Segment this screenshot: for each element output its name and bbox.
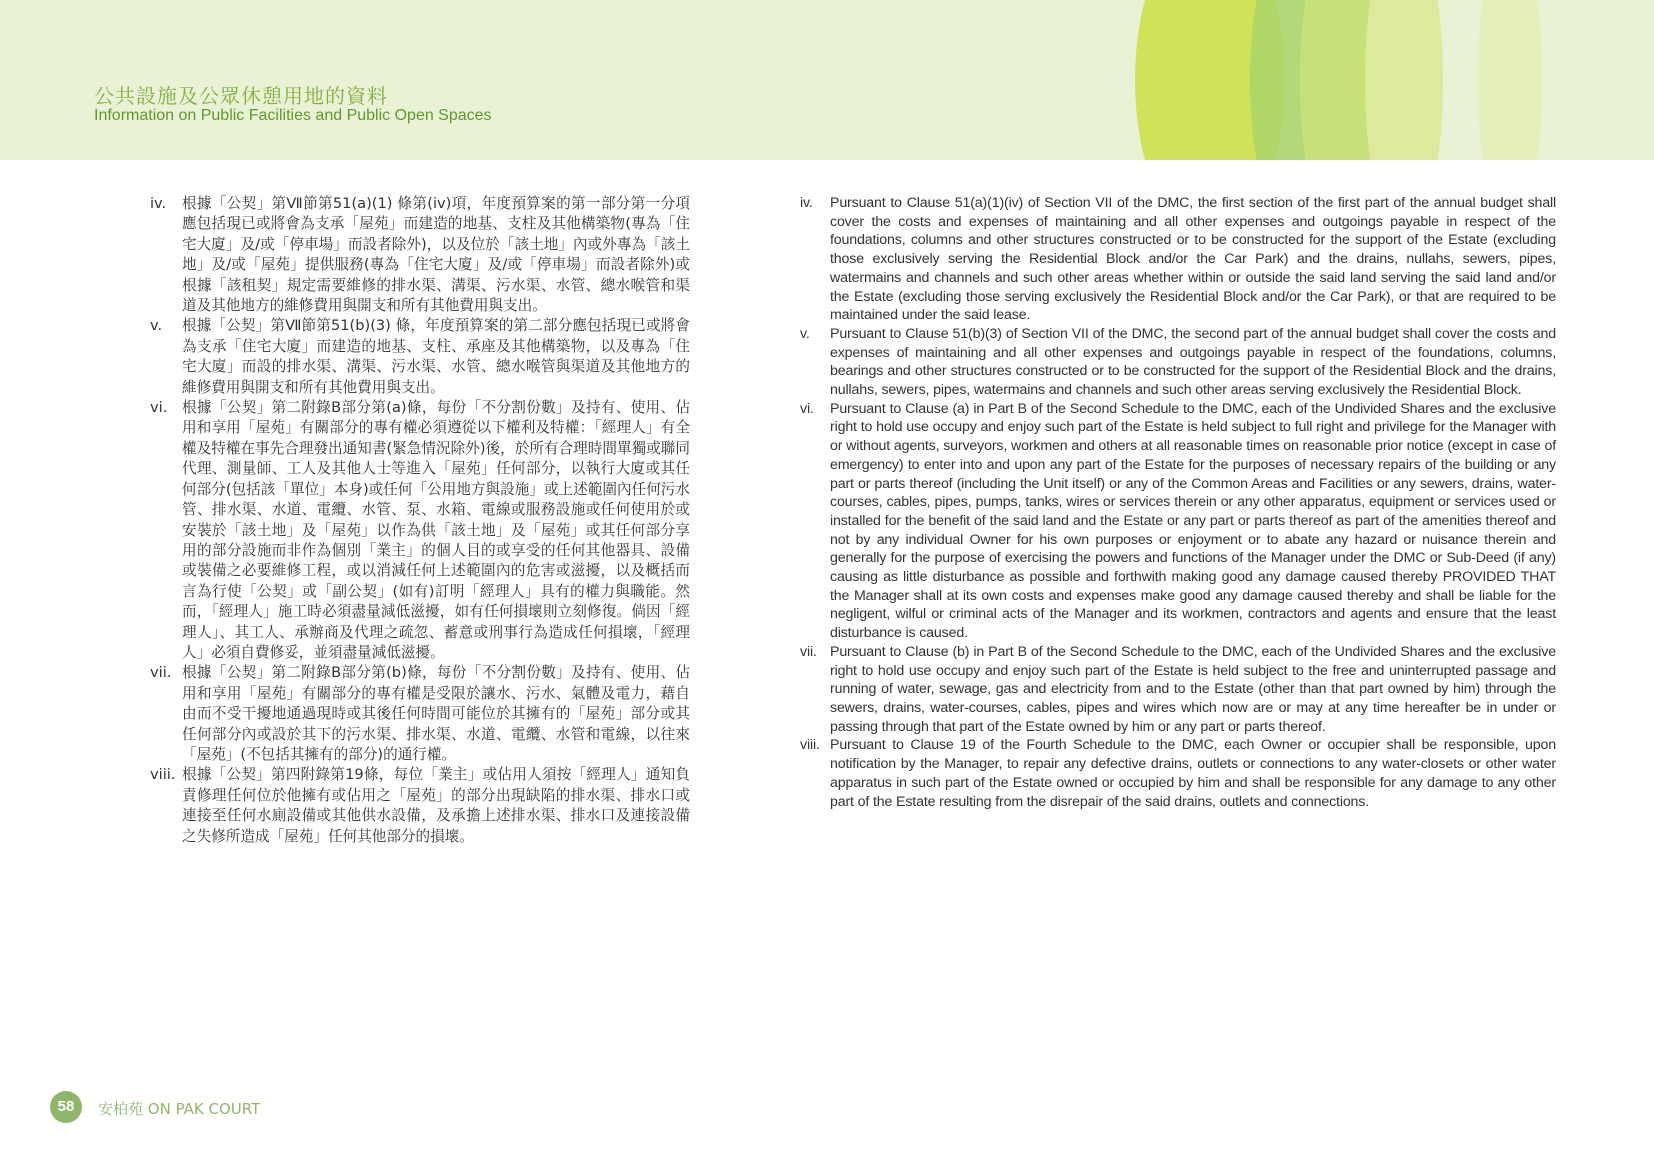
decorative-leaf-shape bbox=[1365, 0, 1443, 160]
footer-title: 安柏苑 ON PAK COURT bbox=[98, 1100, 261, 1118]
list-item bbox=[150, 398, 690, 663]
list-item bbox=[150, 663, 690, 765]
item-text: Pursuant to Clause 51(a)(1)(iv) of Section VII of the DMC, the first section of the first part of the annual budget shall cover the costs and expenses of maintaining and all other expenses and outgoings payable in respect of the foundations, columns and other structures constructed or to be constructed for the support of the Estate (excluding those exclusively serving the Residential Block and/or the Car Park) and the drains, nullahs, sewers, pipes, watermains and channels and such other areas whether within or outside the said land serving the said land and/or the Estate (excluding those serving exclusively the Residential Block and/or the Car Park), or that are required to be maintained under the said lease. bbox=[830, 195, 1556, 324]
section-title-chinese: 公共設施及公眾休憩用地的資料 bbox=[94, 84, 388, 108]
item-text: 根據「公契」第Ⅶ節第51(a)(1) 條第(iv)項，年度預算案的第一部分第一分項應包括現已或將會為支承「屋苑」而建造的地基、支柱及其他構築物(專為「住宅大廈」及/或「停車場」而設者除外)，以及位於「該土地」內或外專為「該土地」及/或「屋苑」提供服務(專為「住宅大廈」及/或「停車場」而設者除外)或根據「該租契」規定需要維修的排水渠、溝渠、污水渠、水管、總水喉管和渠道及其他地方的維修費用與開支和所有其他費用與支出。 bbox=[182, 195, 690, 315]
list-item bbox=[150, 316, 690, 398]
english-column bbox=[800, 194, 1556, 811]
page-header bbox=[0, 0, 1654, 160]
list-item bbox=[800, 194, 1556, 325]
item-number: v. bbox=[800, 325, 810, 342]
list-item bbox=[800, 643, 1556, 737]
list-item bbox=[800, 325, 1556, 400]
item-number: viii. bbox=[800, 737, 820, 754]
item-number: iv. bbox=[150, 195, 167, 212]
item-number: vii. bbox=[800, 643, 817, 660]
item-number: vii. bbox=[150, 664, 172, 682]
item-number: iv. bbox=[800, 195, 813, 211]
item-text: Pursuant to Clause 51(b)(3) of Section VII of the DMC, the second part of the annual budget shall cover the costs and expenses of maintaining and all other expenses and outgoings payable in respect of the foundations, columns, bearings and other structures constructed or to be constructed for the support of the Residential Block and the drains, nullahs, sewers, pipes, watermains and channels and such other areas serving exclusively the Residential Block. bbox=[830, 325, 1556, 399]
item-text: 根據「公契」第二附錄B部分第(a)條，每份「不分割份數」及持有、使用、佔用和享用「屋苑」有關部分的專有權必須遵從以下權利及特權：「經理人」有全權及特權在事先合理發出通知書(緊急情況除外)後，於所有合理時間單獨或聯同代理、測量師、工人及其他人士等進入「屋苑」任何部分，以執行大廈或其任何部分(包括該「單位」本身)或任何「公用地方與設施」或上述範圍內任何污水管、排水渠、水道、電纜、水管、泵、水箱、電線或服務設施或任何使用於或安裝於「該土地」及「屋苑」以作為供「該土地」及「屋苑」或其任何部分享用的部分設施而非作為個別「業主」的個人目的或享受的任何其他器具、設備或裝備之必要維修工程，或以消減任何上述範圍內的危害或滋擾，以及概括而言為行使「公契」或「副公契」(如有)訂明「經理人」具有的權力與職能。然而，「經理人」施工時必須盡量減低滋擾，如有任何損壞則立刻修復。倘因「經理人」、其工人、承辦商及代理之疏忽、蓄意或刑事行為造成任何損壞，「經理人」必須自費修妥，並須盡量減低滋擾。 bbox=[182, 399, 690, 661]
item-text: Pursuant to Clause (a) in Part B of the Second Schedule to the DMC, each of the Undivided Shares and the exclusive right to hold use occupy and enjoy such part of the Estate is held subject to full right and privilege for the Manager with or without agents, surveyors, workmen and others at all reasonable times on reasonable prior notice (except in case of emergency) to enter into and upon any part of the Estate for the purposes of necessary repairs of the building or any part or parts thereof (including the Unit itself) or any of the Common Areas and Facilities or any sewers, drains, water-courses, cables, pipes, pumps, tanks, wires or services therein or any other apparatus, equipment or services used or installed for the benefit of the said land and the Estate or any part or parts thereof as part of the amenities thereof and not by any individual Owner for his own purposes or enjoyment or to abate any hazard or nuisance therein and generally for the purpose of exercising the powers and functions of the Manager under the DMC or Sub-Deed (if any) causing as little disturbance as possible and forthwith making good any damage caused thereby PROVIDED THAT the Manager shall at its own costs and expenses make good any damage caused thereby and shall be liable for the negligent, wilful or criminal acts of the Manager and its workmen, contractors and agents and ensure that the least disturbance is caused. bbox=[830, 400, 1556, 642]
page-number-badge: 58 bbox=[50, 1091, 82, 1123]
item-text: 根據「公契」第二附錄B部分第(b)條，每份「不分割份數」及持有、使用、佔用和享用「屋苑」有關部分的專有權是受限於讓水、污水、氣體及電力，藉自由而不受干擾地通過現時或其後任何時間可能位於其擁有的「屋苑」部分或其任何部分內或設於其下的污水渠、排水渠、水道、電纜、水管和電線，以往來「屋苑」(不包括其擁有的部分)的通行權。 bbox=[182, 664, 690, 763]
list-item bbox=[150, 194, 690, 316]
section-title-english: Information on Public Facilities and Public Open Spaces bbox=[94, 107, 492, 124]
item-number: vi. bbox=[800, 400, 814, 417]
list-item bbox=[150, 765, 690, 847]
item-number: vi. bbox=[150, 399, 168, 417]
item-text: 根據「公契」第Ⅶ節第51(b)(3) 條，年度預算案的第二部分應包括現已或將會為支承「住宅大廈」而建造的地基、支柱、承座及其他構築物，以及專為「住宅大廈」而設的排水渠、溝渠、污水渠、水管、總水喉管與渠道及其他地方的維修費用與開支和所有其他費用與支出。 bbox=[182, 317, 690, 396]
decorative-leaf-shape bbox=[1478, 0, 1542, 160]
list-item bbox=[800, 400, 1556, 643]
item-text: Pursuant to Clause (b) in Part B of the Second Schedule to the DMC, each of the Undivided Shares and the exclusive right to hold use occupy and enjoy such part of the Estate is held subject to the free and uninterrupted passage and running of water, sewage, gas and electricity from and to the Estate (other than that part owned by him) through the sewers, drains, water-courses, cables, pipes and wires which now are or may at any time hereafter be in under or passing through that part of the Estate owned by him or any part or parts thereof. bbox=[830, 643, 1556, 735]
chinese-column bbox=[150, 194, 690, 847]
item-number: viii. bbox=[150, 766, 176, 784]
item-number: v. bbox=[150, 317, 163, 335]
item-text: 根據「公契」第四附錄第19條，每位「業主」或佔用人須按「經理人」通知負責修理任何位於他擁有或佔用之「屋苑」的部分出現缺陷的排水渠、排水口或連接至任何水廁設備或其他供水設備，及承擔上述排水渠、排水口及連接設備之失修所造成「屋苑」任何其他部分的損壞。 bbox=[182, 766, 690, 845]
item-text: Pursuant to Clause 19 of the Fourth Schedule to the DMC, each Owner or occupier shall be responsible, upon notification by the Manager, to repair any defective drains, outlets or connections to any water-closets or other water apparatus in such part of the Estate owned or occupied by him and shall be responsible for any damage to any other part of the Estate resulting from the disrepair of the said drains, outlets and connections. bbox=[830, 737, 1556, 810]
list-item bbox=[800, 736, 1556, 811]
